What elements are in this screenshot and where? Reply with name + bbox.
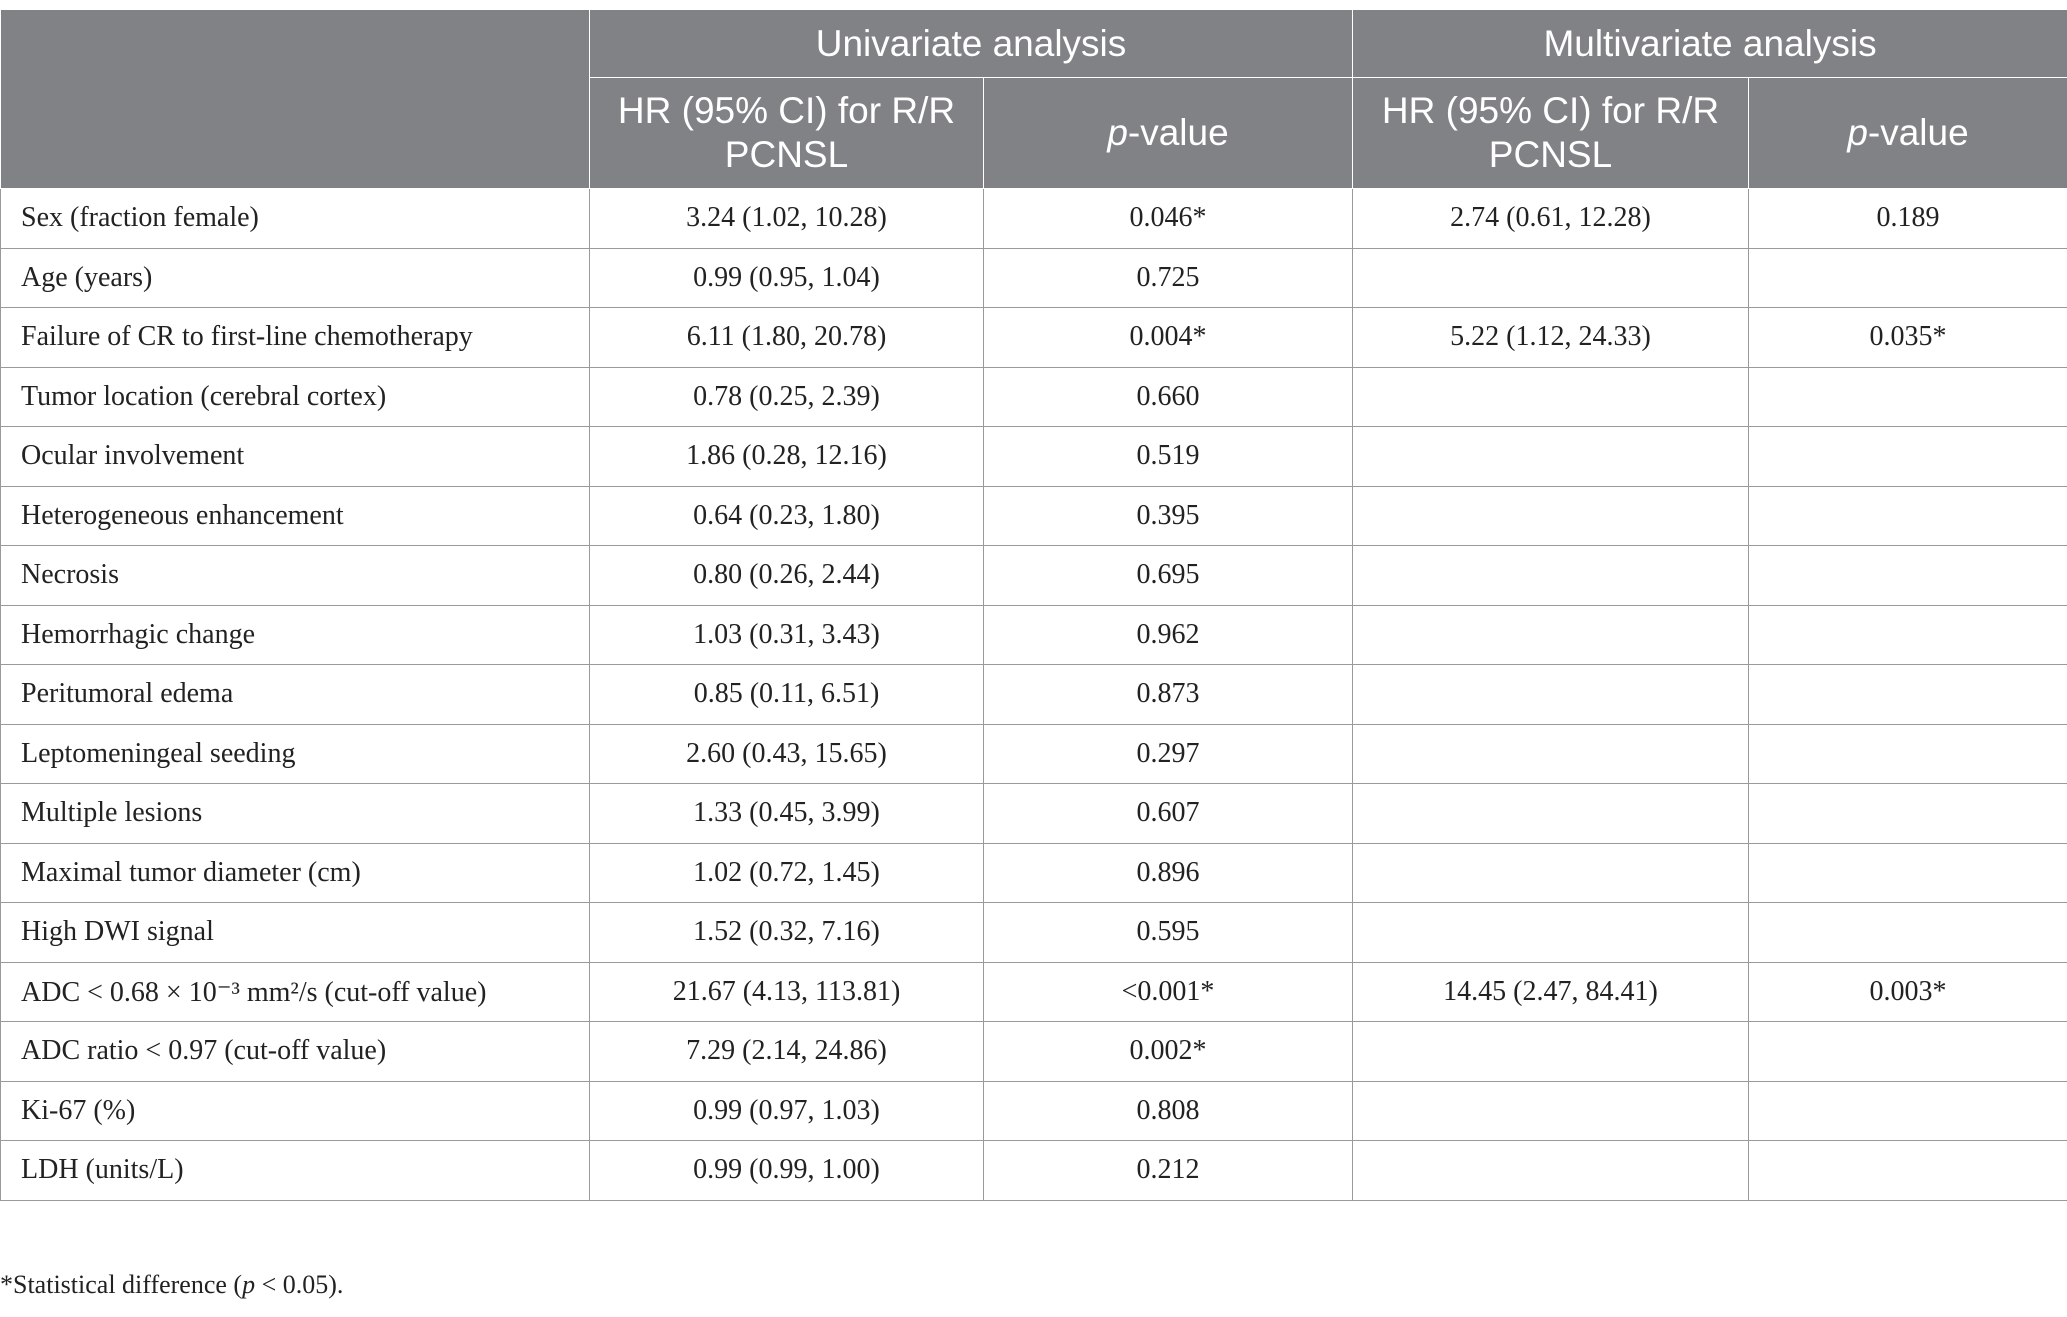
table-row <box>1 843 2067 903</box>
cell-uni-hr: 0.85 (0.11, 6.51) <box>590 665 984 725</box>
cell-uni-hr: 0.80 (0.26, 2.44) <box>590 546 984 606</box>
cell-uni-p: 0.002* <box>984 1022 1353 1082</box>
cell-variable: Sex (fraction female) <box>1 189 590 249</box>
cell-multi-hr <box>1353 843 1749 903</box>
cell-uni-hr: 1.03 (0.31, 3.43) <box>590 605 984 665</box>
header-univariate: Univariate analysis <box>590 10 1353 78</box>
cell-multi-p <box>1749 1081 2067 1141</box>
cell-uni-p: 0.896 <box>984 843 1353 903</box>
cell-multi-p <box>1749 1022 2067 1082</box>
table-row <box>1 248 2067 308</box>
table-row <box>1 546 2067 606</box>
cell-variable: Heterogeneous enhancement <box>1 486 590 546</box>
cell-uni-p: 0.607 <box>984 784 1353 844</box>
table-row <box>1 308 2067 368</box>
table-row <box>1 605 2067 665</box>
cell-uni-p: 0.660 <box>984 367 1353 427</box>
p-italic: p <box>1107 112 1128 153</box>
p-suffix: -value <box>1127 112 1229 153</box>
table-row <box>1 784 2067 844</box>
table-body <box>1 189 2067 1201</box>
cell-variable: Peritumoral edema <box>1 665 590 725</box>
cell-multi-p <box>1749 903 2067 963</box>
cell-uni-p: 0.725 <box>984 248 1353 308</box>
table-row <box>1 486 2067 546</box>
cell-variable: ADC < 0.68 × 10⁻³ mm²/s (cut-off value) <box>1 962 590 1022</box>
cell-variable: Ki-67 (%) <box>1 1081 590 1141</box>
cell-variable: Necrosis <box>1 546 590 606</box>
header-uni-hr: HR (95% CI) for R/R PCNSL <box>590 78 984 189</box>
cell-uni-p: 0.297 <box>984 724 1353 784</box>
table-row <box>1 665 2067 725</box>
cell-uni-hr: 1.52 (0.32, 7.16) <box>590 903 984 963</box>
footnote-suffix: < 0.05). <box>255 1270 344 1299</box>
cell-multi-p <box>1749 427 2067 487</box>
cell-multi-hr <box>1353 427 1749 487</box>
cell-uni-hr: 3.24 (1.02, 10.28) <box>590 189 984 249</box>
cell-uni-hr: 0.99 (0.99, 1.00) <box>590 1141 984 1201</box>
p-suffix: -value <box>1867 112 1969 153</box>
cell-uni-p: 0.004* <box>984 308 1353 368</box>
cell-multi-hr: 5.22 (1.12, 24.33) <box>1353 308 1749 368</box>
cell-uni-p: 0.046* <box>984 189 1353 249</box>
cell-variable: LDH (units/L) <box>1 1141 590 1201</box>
cell-variable: Failure of CR to first-line chemotherapy <box>1 308 590 368</box>
cell-multi-p: 0.189 <box>1749 189 2067 249</box>
footnote <box>0 1270 343 1300</box>
cell-multi-hr <box>1353 248 1749 308</box>
cell-multi-hr <box>1353 1022 1749 1082</box>
cell-uni-p: <0.001* <box>984 962 1353 1022</box>
cell-uni-hr: 0.99 (0.95, 1.04) <box>590 248 984 308</box>
cell-uni-hr: 0.99 (0.97, 1.03) <box>590 1081 984 1141</box>
cell-multi-hr <box>1353 367 1749 427</box>
table-header <box>1 10 2067 189</box>
cell-multi-hr <box>1353 605 1749 665</box>
cell-uni-hr: 1.02 (0.72, 1.45) <box>590 843 984 903</box>
cell-multi-p <box>1749 1141 2067 1201</box>
cell-uni-p: 0.519 <box>984 427 1353 487</box>
cell-uni-p: 0.808 <box>984 1081 1353 1141</box>
cell-uni-p: 0.695 <box>984 546 1353 606</box>
cell-multi-p: 0.035* <box>1749 308 2067 368</box>
footnote-prefix: *Statistical difference ( <box>0 1270 243 1299</box>
cell-uni-hr: 7.29 (2.14, 24.86) <box>590 1022 984 1082</box>
table-row <box>1 1141 2067 1201</box>
cell-uni-p: 0.962 <box>984 605 1353 665</box>
cell-variable: Maximal tumor diameter (cm) <box>1 843 590 903</box>
cell-multi-hr: 14.45 (2.47, 84.41) <box>1353 962 1749 1022</box>
header-uni-p <box>984 78 1353 189</box>
header-multi-hr: HR (95% CI) for R/R PCNSL <box>1353 78 1749 189</box>
cell-multi-p <box>1749 248 2067 308</box>
cell-multi-p <box>1749 784 2067 844</box>
table-row <box>1 189 2067 249</box>
cell-multi-p <box>1749 367 2067 427</box>
cell-multi-p <box>1749 665 2067 725</box>
results-table-container <box>0 9 2067 1201</box>
cell-variable: High DWI signal <box>1 903 590 963</box>
cell-multi-hr <box>1353 665 1749 725</box>
cell-uni-hr: 0.78 (0.25, 2.39) <box>590 367 984 427</box>
table-row <box>1 724 2067 784</box>
cell-uni-p: 0.395 <box>984 486 1353 546</box>
cell-uni-p: 0.212 <box>984 1141 1353 1201</box>
cell-multi-hr <box>1353 784 1749 844</box>
cell-variable: Multiple lesions <box>1 784 590 844</box>
cell-multi-hr <box>1353 546 1749 606</box>
cell-variable: Leptomeningeal seeding <box>1 724 590 784</box>
table-row <box>1 1022 2067 1082</box>
cell-multi-hr: 2.74 (0.61, 12.28) <box>1353 189 1749 249</box>
p-italic: p <box>1847 112 1868 153</box>
cell-multi-hr <box>1353 1141 1749 1201</box>
cell-variable: Age (years) <box>1 248 590 308</box>
table-row <box>1 1081 2067 1141</box>
header-variable-cell <box>1 10 590 189</box>
table-row <box>1 962 2067 1022</box>
cell-multi-hr <box>1353 1081 1749 1141</box>
cell-multi-p <box>1749 486 2067 546</box>
hazard-ratio-table <box>0 9 2067 1201</box>
cell-multi-p <box>1749 605 2067 665</box>
cell-uni-p: 0.595 <box>984 903 1353 963</box>
footnote-p: p <box>242 1270 256 1299</box>
cell-multi-p <box>1749 546 2067 606</box>
cell-uni-hr: 0.64 (0.23, 1.80) <box>590 486 984 546</box>
cell-uni-hr: 21.67 (4.13, 113.81) <box>590 962 984 1022</box>
cell-uni-hr: 2.60 (0.43, 15.65) <box>590 724 984 784</box>
cell-variable: ADC ratio < 0.97 (cut-off value) <box>1 1022 590 1082</box>
cell-uni-p: 0.873 <box>984 665 1353 725</box>
cell-variable: Hemorrhagic change <box>1 605 590 665</box>
table-row <box>1 367 2067 427</box>
cell-uni-hr: 1.33 (0.45, 3.99) <box>590 784 984 844</box>
header-multivariate: Multivariate analysis <box>1353 10 2067 78</box>
cell-multi-p: 0.003* <box>1749 962 2067 1022</box>
cell-multi-hr <box>1353 486 1749 546</box>
cell-multi-hr <box>1353 903 1749 963</box>
cell-multi-p <box>1749 843 2067 903</box>
cell-multi-hr <box>1353 724 1749 784</box>
table-row <box>1 903 2067 963</box>
cell-variable: Ocular involvement <box>1 427 590 487</box>
header-row-groups <box>1 10 2067 78</box>
cell-variable: Tumor location (cerebral cortex) <box>1 367 590 427</box>
header-multi-p <box>1749 78 2067 189</box>
cell-uni-hr: 1.86 (0.28, 12.16) <box>590 427 984 487</box>
cell-uni-hr: 6.11 (1.80, 20.78) <box>590 308 984 368</box>
table-row <box>1 427 2067 487</box>
cell-multi-p <box>1749 724 2067 784</box>
